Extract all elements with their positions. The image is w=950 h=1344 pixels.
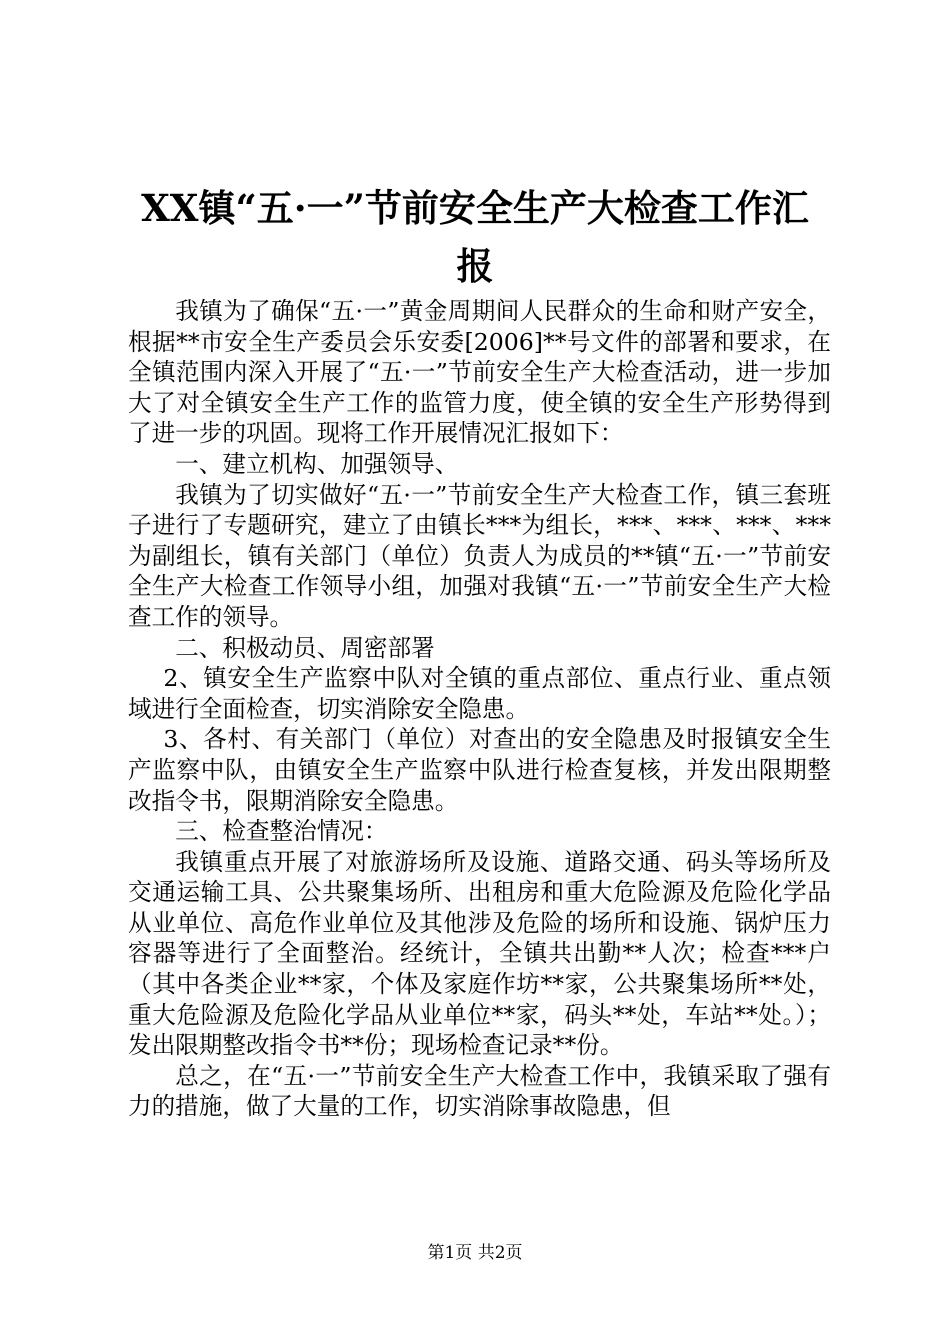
paragraph-section-1: 我镇为了切实做好“五·一”节前安全生产大检查工作，镇三套班子进行了专题研究，建立了由镇长***为组长，***、***、***、***为副组长，镇有关部门（单位）负责人为成员的**镇“五·一”节前安全生产大检查工作领导小组，加强对我镇“五·一”节前安全生产大检查工作的领导。 [128,480,831,631]
document-body [128,296,831,1122]
page-footer: 第1页 共2页 [427,1243,523,1263]
section-heading-1: 一、建立机构、加强领导、 [175,449,459,478]
document-title-line-1: XX镇“五·一”节前安全生产大检查工作汇 [141,186,809,230]
document-title-line-2: 报 [456,244,494,288]
paragraph-item-3: 3、各村、有关部门（单位）对查出的安全隐患及时报镇安全生产监察中队，由镇安全生产监察中队进行检查复核，并发出限期整改指令书，限期消除安全隐患。 [128,725,831,815]
section-heading-3: 三、检查整治情况： [175,817,388,846]
paragraph-intro: 我镇为了确保“五·一”黄金周期间人民群众的生命和财产安全，根据**市安全生产委员会乐安委[2006]**号文件的部署和要求，在全镇范围内深入开展了“五·一”节前安全生产大检查活动，进一步加大了对全镇安全生产工作的监管力度，使全镇的安全生产形势得到了进一步的巩固。现将工作开展情况汇报如下： [128,297,831,448]
section-heading-2: 二、积极动员、周密部署 [175,633,435,662]
paragraph-summary: 总之，在“五·一”节前安全生产大检查工作中，我镇采取了强有力的措施，做了大量的工作，切实消除事故隐患，但 [128,1061,831,1121]
paragraph-item-2: 2、镇安全生产监察中队对全镇的重点部位、重点行业、重点领域进行全面检查，切实消除安全隐患。 [128,664,831,723]
paragraph-section-3: 我镇重点开展了对旅游场所及设施、道路交通、码头等场所及交通运输工具、公共聚集场所、出租房和重大危险源及危险化学品从业单位、高危作业单位及其他涉及危险的场所和设施、锅炉压力容器等进行了全面整治。经统计，全镇共出勤**人次；检查***户（其中各类企业**家，个体及家庭作坊**家，公共聚集场所**处，重大危险源及危险化学品从业单位**家，码头**处，车站**处。）；发出限期整改指令书**份；现场检查记录**份。 [128,847,831,1060]
